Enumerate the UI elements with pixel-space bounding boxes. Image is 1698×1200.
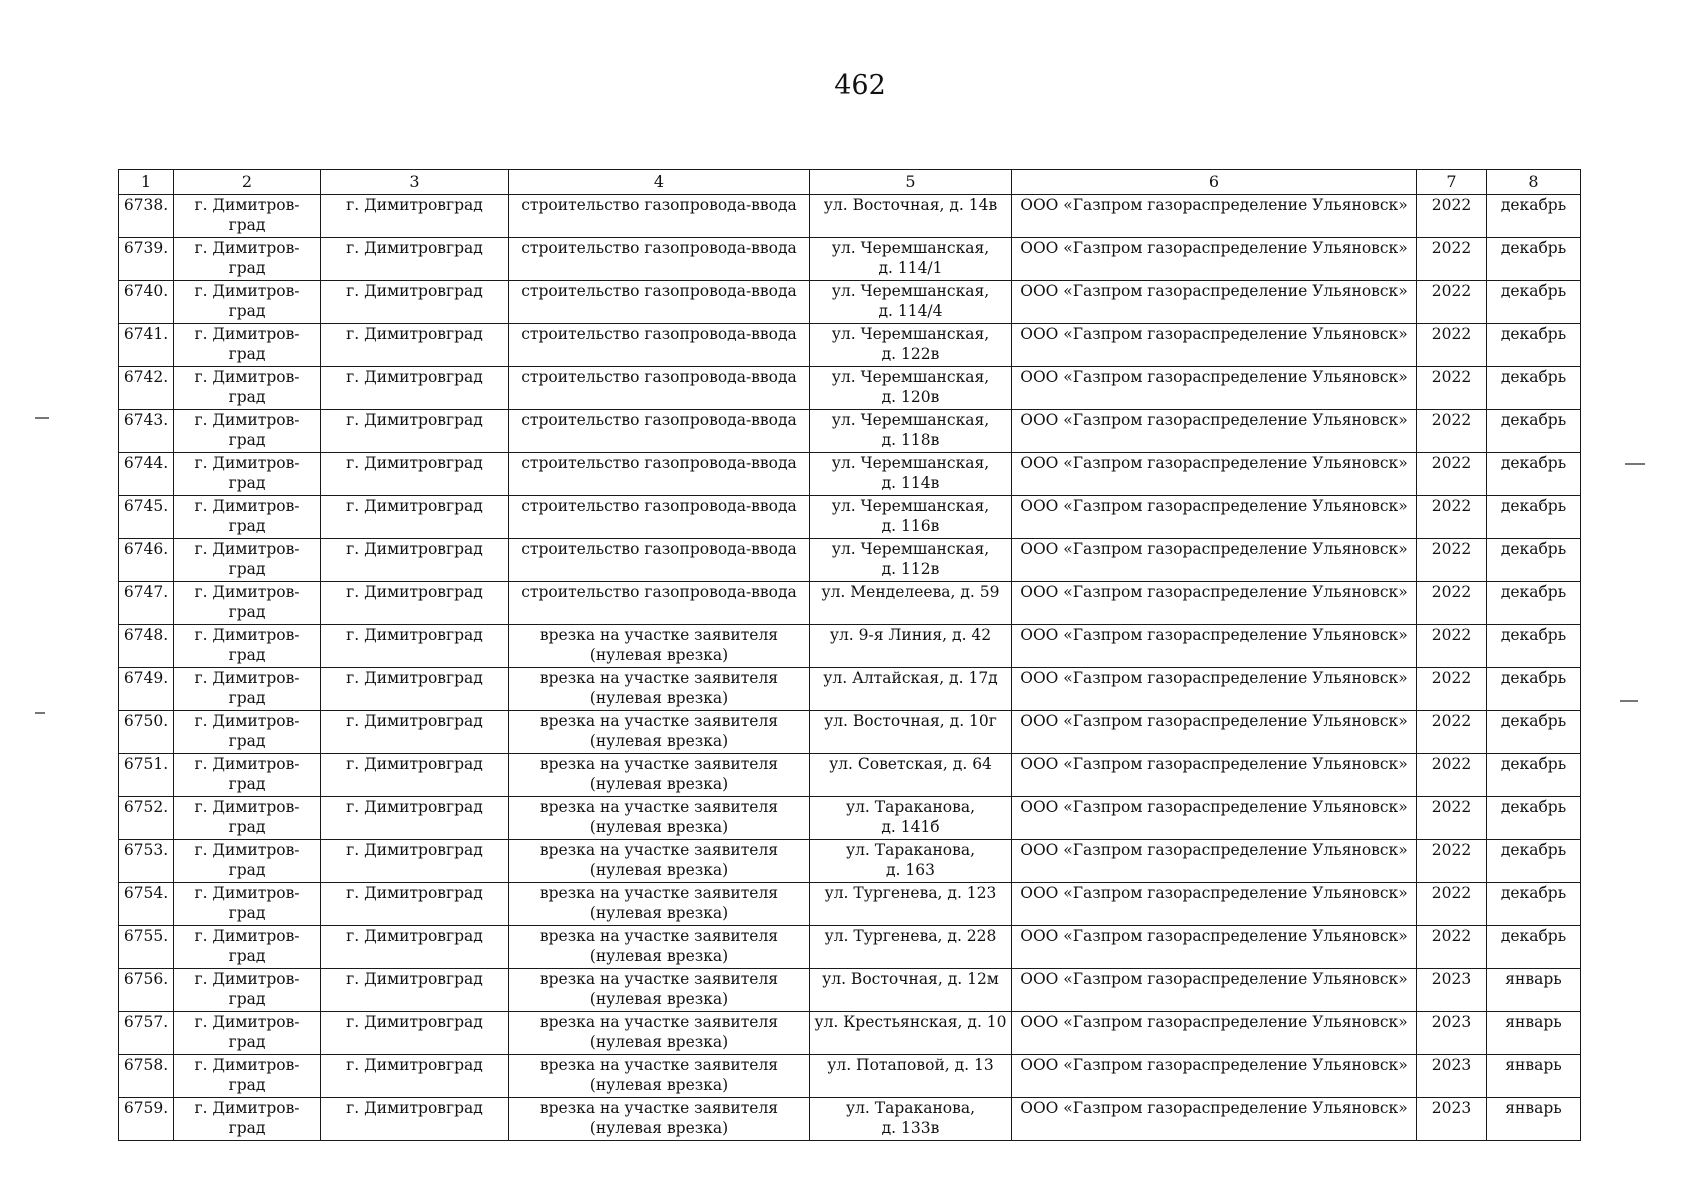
table-cell: ул. Черемшанская, д. 114в: [810, 453, 1012, 496]
table-cell: ул. Черемшанская, д. 114/1: [810, 238, 1012, 281]
table-cell: 2022: [1417, 496, 1487, 539]
table-cell: г. Димитровград: [321, 367, 509, 410]
table-cell: врезка на участке заявителя (нулевая врезка): [509, 668, 810, 711]
table-cell: строительство газопровода-ввода: [509, 367, 810, 410]
table-cell: 6753.: [119, 840, 174, 883]
table-cell: декабрь: [1487, 410, 1581, 453]
table-row: [119, 883, 1581, 926]
table-cell: декабрь: [1487, 625, 1581, 668]
table-cell: декабрь: [1487, 711, 1581, 754]
table-cell: 2022: [1417, 582, 1487, 625]
table-cell: г. Димитровград: [321, 926, 509, 969]
table-cell: 2022: [1417, 926, 1487, 969]
table-cell: ООО «Газпром газораспределение Ульяновск»: [1012, 496, 1417, 539]
table-cell: врезка на участке заявителя (нулевая врезка): [509, 883, 810, 926]
table-cell: январь: [1487, 1012, 1581, 1055]
table-cell: г. Димитров- град: [174, 453, 321, 496]
table-cell: г. Димитров- град: [174, 797, 321, 840]
table-cell: г. Димитровград: [321, 969, 509, 1012]
table-cell: 6746.: [119, 539, 174, 582]
table-cell: 6750.: [119, 711, 174, 754]
table-cell: ул. Черемшанская, д. 122в: [810, 324, 1012, 367]
table-cell: ООО «Газпром газораспределение Ульяновск»: [1012, 625, 1417, 668]
table-cell: 6758.: [119, 1055, 174, 1098]
table-cell: ООО «Газпром газораспределение Ульяновск»: [1012, 324, 1417, 367]
table-cell: ул. Черемшанская, д. 118в: [810, 410, 1012, 453]
table-cell: ООО «Газпром газораспределение Ульяновск»: [1012, 410, 1417, 453]
table-row: [119, 582, 1581, 625]
table-cell: ООО «Газпром газораспределение Ульяновск»: [1012, 539, 1417, 582]
table-cell: ул. Тургенева, д. 123: [810, 883, 1012, 926]
table-cell: г. Димитровград: [321, 1055, 509, 1098]
table-cell: г. Димитров- град: [174, 539, 321, 582]
table-cell: ООО «Газпром газораспределение Ульяновск»: [1012, 238, 1417, 281]
table-cell: 2023: [1417, 1012, 1487, 1055]
table-cell: ООО «Газпром газораспределение Ульяновск»: [1012, 1012, 1417, 1055]
table-cell: врезка на участке заявителя (нулевая врезка): [509, 1055, 810, 1098]
table-cell: 2022: [1417, 883, 1487, 926]
table-row: [119, 668, 1581, 711]
table-row: [119, 238, 1581, 281]
table-cell: ул. Тараканова, д. 163: [810, 840, 1012, 883]
table-cell: г. Димитровград: [321, 711, 509, 754]
table-cell: декабрь: [1487, 840, 1581, 883]
table-row: [119, 453, 1581, 496]
table-cell: врезка на участке заявителя (нулевая врезка): [509, 969, 810, 1012]
table-cell: декабрь: [1487, 367, 1581, 410]
column-header: 4: [509, 170, 810, 195]
table-cell: 6739.: [119, 238, 174, 281]
page-number: 462: [834, 70, 886, 101]
table-cell: ул. Восточная, д. 12м: [810, 969, 1012, 1012]
column-header: 8: [1487, 170, 1581, 195]
table-cell: г. Димитров- град: [174, 883, 321, 926]
table-cell: г. Димитровград: [321, 797, 509, 840]
table-cell: врезка на участке заявителя (нулевая врезка): [509, 754, 810, 797]
table-cell: г. Димитровград: [321, 453, 509, 496]
table-cell: январь: [1487, 1098, 1581, 1141]
table-cell: ул. Тараканова, д. 141б: [810, 797, 1012, 840]
table-cell: ул. Потаповой, д. 13: [810, 1055, 1012, 1098]
table-cell: 2022: [1417, 668, 1487, 711]
table-cell: г. Димитров- град: [174, 1012, 321, 1055]
table-row: [119, 324, 1581, 367]
table-cell: январь: [1487, 1055, 1581, 1098]
scan-artifact: [35, 712, 45, 714]
table-cell: врезка на участке заявителя (нулевая врезка): [509, 711, 810, 754]
table-row: [119, 1098, 1581, 1141]
table-cell: 6738.: [119, 195, 174, 238]
table-cell: 2023: [1417, 1098, 1487, 1141]
table-cell: 2022: [1417, 754, 1487, 797]
table-cell: ООО «Газпром газораспределение Ульяновск»: [1012, 711, 1417, 754]
table-cell: 2023: [1417, 1055, 1487, 1098]
table-cell: г. Димитровград: [321, 324, 509, 367]
table-cell: 6747.: [119, 582, 174, 625]
table-cell: 2022: [1417, 539, 1487, 582]
table-cell: г. Димитров- град: [174, 582, 321, 625]
table-cell: г. Димитров- град: [174, 367, 321, 410]
table-cell: 2022: [1417, 711, 1487, 754]
table-row: [119, 711, 1581, 754]
table-cell: г. Димитров- град: [174, 840, 321, 883]
table-cell: 6754.: [119, 883, 174, 926]
table-cell: строительство газопровода-ввода: [509, 539, 810, 582]
table-row: [119, 281, 1581, 324]
table-row: [119, 410, 1581, 453]
scan-artifact: [1625, 463, 1645, 465]
table-row: [119, 754, 1581, 797]
table-header: [119, 170, 1581, 195]
table-cell: ООО «Газпром газораспределение Ульяновск»: [1012, 926, 1417, 969]
table-row: [119, 625, 1581, 668]
table-row: [119, 367, 1581, 410]
column-header: 5: [810, 170, 1012, 195]
table-cell: 2022: [1417, 238, 1487, 281]
table-cell: г. Димитров- град: [174, 1098, 321, 1141]
table-cell: ООО «Газпром газораспределение Ульяновск»: [1012, 969, 1417, 1012]
table-cell: г. Димитровград: [321, 281, 509, 324]
table-cell: 2022: [1417, 410, 1487, 453]
table-cell: строительство газопровода-ввода: [509, 410, 810, 453]
table-cell: строительство газопровода-ввода: [509, 281, 810, 324]
column-header: 7: [1417, 170, 1487, 195]
table-cell: ул. Алтайская, д. 17д: [810, 668, 1012, 711]
table-cell: 2023: [1417, 969, 1487, 1012]
table-cell: декабрь: [1487, 883, 1581, 926]
table-cell: врезка на участке заявителя (нулевая врезка): [509, 797, 810, 840]
table-cell: г. Димитров- град: [174, 668, 321, 711]
table-cell: декабрь: [1487, 797, 1581, 840]
table-cell: декабрь: [1487, 238, 1581, 281]
table-cell: ООО «Газпром газораспределение Ульяновск»: [1012, 883, 1417, 926]
table-cell: г. Димитров- град: [174, 754, 321, 797]
table-cell: врезка на участке заявителя (нулевая врезка): [509, 625, 810, 668]
table-cell: г. Димитровград: [321, 410, 509, 453]
table-cell: 6743.: [119, 410, 174, 453]
table-cell: г. Димитровград: [321, 582, 509, 625]
table-cell: врезка на участке заявителя (нулевая врезка): [509, 926, 810, 969]
table-cell: г. Димитров- град: [174, 195, 321, 238]
table-row: [119, 539, 1581, 582]
table-cell: 2022: [1417, 281, 1487, 324]
header-row: [119, 170, 1581, 195]
table-cell: ул. Черемшанская, д. 120в: [810, 367, 1012, 410]
table-cell: 6759.: [119, 1098, 174, 1141]
table-cell: 6751.: [119, 754, 174, 797]
table-cell: г. Димитровград: [321, 668, 509, 711]
table-cell: строительство газопровода-ввода: [509, 195, 810, 238]
table-cell: строительство газопровода-ввода: [509, 238, 810, 281]
table-cell: 2022: [1417, 625, 1487, 668]
table-cell: г. Димитровград: [321, 883, 509, 926]
scan-artifact: [35, 417, 49, 419]
table-cell: г. Димитров- град: [174, 281, 321, 324]
table-cell: г. Димитровград: [321, 754, 509, 797]
table-cell: строительство газопровода-ввода: [509, 453, 810, 496]
table-cell: 6741.: [119, 324, 174, 367]
table-cell: строительство газопровода-ввода: [509, 496, 810, 539]
table-cell: г. Димитровград: [321, 539, 509, 582]
column-header: 1: [119, 170, 174, 195]
scan-artifact: [1620, 700, 1638, 702]
table-cell: строительство газопровода-ввода: [509, 324, 810, 367]
table-row: [119, 926, 1581, 969]
table-cell: 6748.: [119, 625, 174, 668]
table-row: [119, 840, 1581, 883]
table-cell: 6740.: [119, 281, 174, 324]
table-cell: ООО «Газпром газораспределение Ульяновск»: [1012, 754, 1417, 797]
table-cell: ООО «Газпром газораспределение Ульяновск»: [1012, 1098, 1417, 1141]
table-cell: ООО «Газпром газораспределение Ульяновск»: [1012, 1055, 1417, 1098]
table-row: [119, 797, 1581, 840]
table-cell: 6757.: [119, 1012, 174, 1055]
table-row: [119, 496, 1581, 539]
table-cell: ул. Черемшанская, д. 114/4: [810, 281, 1012, 324]
table-cell: г. Димитровград: [321, 625, 509, 668]
table-cell: ООО «Газпром газораспределение Ульяновск»: [1012, 797, 1417, 840]
table-cell: 6745.: [119, 496, 174, 539]
table-cell: г. Димитровград: [321, 840, 509, 883]
table-cell: врезка на участке заявителя (нулевая врезка): [509, 840, 810, 883]
table-cell: январь: [1487, 969, 1581, 1012]
table-cell: г. Димитров- град: [174, 1055, 321, 1098]
table-cell: 6744.: [119, 453, 174, 496]
table-cell: 2022: [1417, 797, 1487, 840]
table-cell: г. Димитров- град: [174, 496, 321, 539]
table-cell: декабрь: [1487, 324, 1581, 367]
table-cell: строительство газопровода-ввода: [509, 582, 810, 625]
table-cell: г. Димитров- град: [174, 238, 321, 281]
table-cell: г. Димитров- град: [174, 324, 321, 367]
table-cell: декабрь: [1487, 668, 1581, 711]
table-cell: врезка на участке заявителя (нулевая врезка): [509, 1012, 810, 1055]
table-cell: г. Димитровград: [321, 496, 509, 539]
table-cell: ул. Черемшанская, д. 112в: [810, 539, 1012, 582]
table-cell: г. Димитров- град: [174, 410, 321, 453]
table-cell: 2022: [1417, 324, 1487, 367]
table-cell: г. Димитров- град: [174, 926, 321, 969]
table-cell: ул. Советская, д. 64: [810, 754, 1012, 797]
table-cell: ул. Тургенева, д. 228: [810, 926, 1012, 969]
table-cell: ООО «Газпром газораспределение Ульяновск»: [1012, 453, 1417, 496]
table-row: [119, 1012, 1581, 1055]
table-cell: ООО «Газпром газораспределение Ульяновск»: [1012, 281, 1417, 324]
table-cell: ООО «Газпром газораспределение Ульяновск»: [1012, 668, 1417, 711]
gas-connection-registry-table: [118, 169, 1581, 1141]
table-cell: декабрь: [1487, 195, 1581, 238]
table-cell: г. Димитровград: [321, 1012, 509, 1055]
table-cell: ул. Восточная, д. 10г: [810, 711, 1012, 754]
table-cell: 6756.: [119, 969, 174, 1012]
table-cell: ул. 9-я Линия, д. 42: [810, 625, 1012, 668]
table-cell: ул. Черемшанская, д. 116в: [810, 496, 1012, 539]
table-cell: декабрь: [1487, 453, 1581, 496]
table-cell: декабрь: [1487, 496, 1581, 539]
table-cell: 2022: [1417, 367, 1487, 410]
column-header: 6: [1012, 170, 1417, 195]
table-cell: ул. Крестьянская, д. 10: [810, 1012, 1012, 1055]
table-cell: ул. Тараканова, д. 133в: [810, 1098, 1012, 1141]
table-cell: ООО «Газпром газораспределение Ульяновск»: [1012, 195, 1417, 238]
table-row: [119, 1055, 1581, 1098]
table-cell: врезка на участке заявителя (нулевая врезка): [509, 1098, 810, 1141]
table-cell: 2022: [1417, 195, 1487, 238]
column-header: 2: [174, 170, 321, 195]
table-cell: г. Димитровград: [321, 195, 509, 238]
table-cell: 6752.: [119, 797, 174, 840]
table-cell: 2022: [1417, 840, 1487, 883]
table-cell: 2022: [1417, 453, 1487, 496]
table-cell: 6742.: [119, 367, 174, 410]
table-cell: декабрь: [1487, 926, 1581, 969]
table-body: [119, 195, 1581, 1141]
column-header: 3: [321, 170, 509, 195]
table-cell: декабрь: [1487, 582, 1581, 625]
table-row: [119, 195, 1581, 238]
table-cell: ООО «Газпром газораспределение Ульяновск»: [1012, 367, 1417, 410]
table-cell: г. Димитровград: [321, 1098, 509, 1141]
table-cell: 6755.: [119, 926, 174, 969]
table-cell: г. Димитров- град: [174, 625, 321, 668]
table-cell: декабрь: [1487, 539, 1581, 582]
table-row: [119, 969, 1581, 1012]
table-cell: г. Димитровград: [321, 238, 509, 281]
table-cell: декабрь: [1487, 754, 1581, 797]
table-cell: г. Димитров- град: [174, 711, 321, 754]
table-cell: ул. Восточная, д. 14в: [810, 195, 1012, 238]
table-cell: ООО «Газпром газораспределение Ульяновск»: [1012, 840, 1417, 883]
table-cell: 6749.: [119, 668, 174, 711]
table-cell: декабрь: [1487, 281, 1581, 324]
table-cell: ул. Менделеева, д. 59: [810, 582, 1012, 625]
table-cell: ООО «Газпром газораспределение Ульяновск»: [1012, 582, 1417, 625]
table-cell: г. Димитров- град: [174, 969, 321, 1012]
